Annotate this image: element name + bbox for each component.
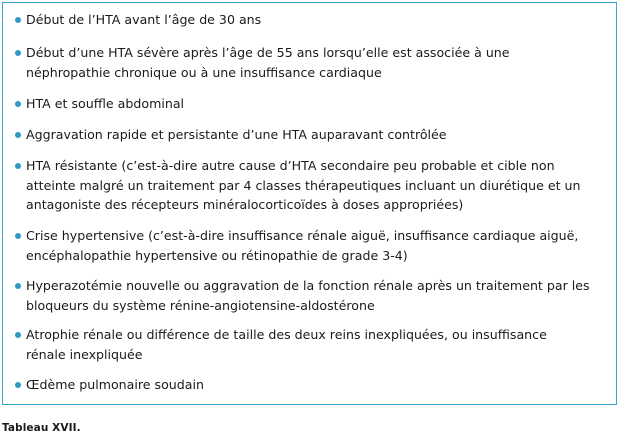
item-line: bloqueurs du système rénine-angiotensine-aldostérone xyxy=(26,297,375,313)
criteria-box xyxy=(2,2,617,405)
bullet-dot-icon xyxy=(15,50,21,56)
table-caption: Tableau XVII. xyxy=(2,422,81,434)
item-line: Crise hypertensive (c’est-à-dire insuffisance rénale aiguë, insuffisance cardiaque aiguë, xyxy=(26,228,579,243)
list-item xyxy=(13,375,608,395)
item-line: Aggravation rapide et persistante d’une HTA auparavant contrôlée xyxy=(26,127,447,142)
bullet-dot-icon xyxy=(15,101,21,107)
item-line: encéphalopathie hypertensive ou rétinopathie de grade 3-4) xyxy=(26,247,408,263)
list-item xyxy=(13,94,608,114)
bullet-dot-icon xyxy=(15,163,21,169)
item-line: HTA et souffle abdominal xyxy=(26,96,185,111)
bullet-dot-icon xyxy=(15,17,21,23)
item-line: antagoniste des récepteurs minéralocorticoïdes à doses appropriées) xyxy=(26,197,464,212)
list-item xyxy=(13,325,608,364)
bullet-dot-icon xyxy=(15,233,21,239)
bullet-dot-icon xyxy=(15,132,21,138)
item-line: Atrophie rénale ou différence de taille des deux reins inexpliquées, ou insuffisance xyxy=(26,327,547,342)
list-item xyxy=(13,10,608,30)
list-item xyxy=(13,226,608,265)
list-item xyxy=(13,125,608,145)
list-item xyxy=(13,156,608,215)
bullet-dot-icon xyxy=(15,382,21,388)
item-line: rénale inexpliquée xyxy=(26,346,143,362)
list-item xyxy=(13,276,608,315)
item-line: HTA résistante (c’est-à-dire autre cause d’HTA secondaire peu probable et cible non xyxy=(26,158,555,173)
bullet-dot-icon xyxy=(15,283,21,289)
item-line: Début d’une HTA sévère après l’âge de 55 ans lorsqu’elle est associée à une xyxy=(26,45,510,60)
item-line: néphropathie chronique ou à une insuffisance cardiaque xyxy=(26,64,382,80)
item-line: atteinte malgré un traitement par 4 classes thérapeutiques incluant un diurétique et un xyxy=(26,177,581,193)
item-line: Œdème pulmonaire soudain xyxy=(26,377,204,392)
item-line: Hyperazotémie nouvelle ou aggravation de la fonction rénale après un traitement par les xyxy=(26,278,590,293)
item-line: Début de l’HTA avant l’âge de 30 ans xyxy=(26,12,262,27)
bullet-dot-icon xyxy=(15,332,21,338)
list-item xyxy=(13,43,608,82)
